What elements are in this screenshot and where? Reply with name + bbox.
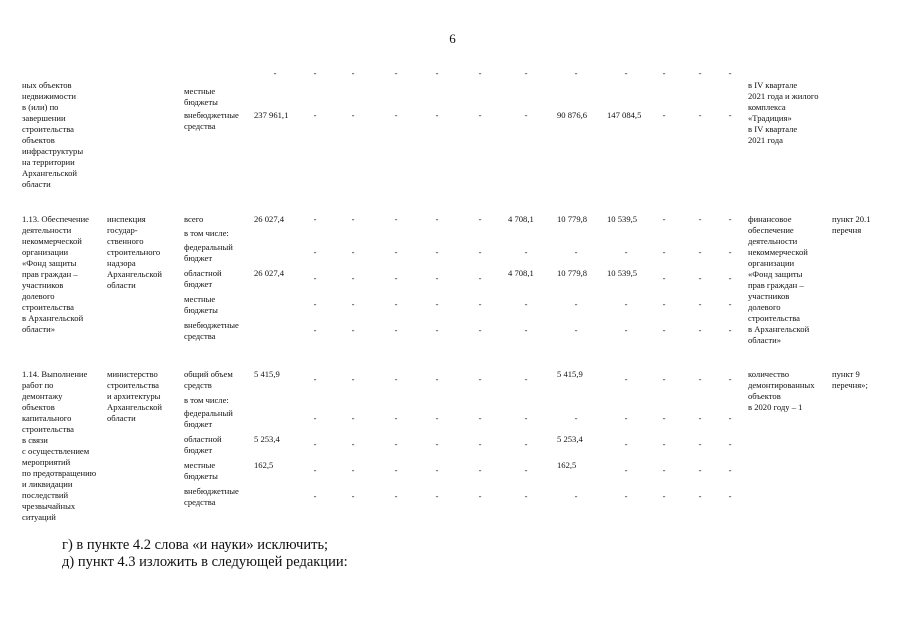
empty-cell-dash: - [478,68,482,78]
empty-cell-dash: - [728,491,732,501]
empty-cell-dash: - [394,374,398,384]
empty-cell-dash: - [728,374,732,384]
funding-source: в том числе: [184,228,229,238]
empty-cell-dash: - [662,465,666,475]
empty-cell-dash: - [728,325,732,335]
empty-cell-dash: - [313,465,317,475]
value-year-2021: 10 779,8 [557,214,588,224]
empty-cell-dash: - [478,247,482,257]
empty-cell-dash: - [435,439,439,449]
empty-cell-dash: - [313,325,317,335]
empty-cell-dash: - [662,68,666,78]
empty-cell-dash: - [728,247,732,257]
empty-cell-dash: - [624,374,628,384]
empty-cell-dash: - [435,413,439,423]
empty-cell-dash: - [524,439,528,449]
empty-cell-dash: - [624,491,628,501]
empty-cell-dash: - [394,68,398,78]
empty-cell-dash: - [524,374,528,384]
empty-cell-dash: - [351,247,355,257]
empty-cell-dash: - [478,374,482,384]
funding-source: внебюджетные средства [184,320,239,341]
value-year-2021: 10 779,8 [557,268,588,278]
empty-cell-dash: - [394,273,398,283]
empty-cell-dash: - [574,413,578,423]
empty-cell-dash: - [662,325,666,335]
funding-source: федеральный бюджет [184,242,233,263]
empty-cell-dash: - [313,413,317,423]
empty-cell-dash: - [435,299,439,309]
empty-cell-dash: - [662,491,666,501]
value-total: 237 961,1 [254,110,289,120]
empty-cell-dash: - [524,247,528,257]
empty-cell-dash: - [313,247,317,257]
empty-cell-dash: - [351,374,355,384]
expected-result: количество демонтированных объектов в 2020 году – 1 [748,369,815,412]
empty-cell-dash: - [662,299,666,309]
measure-description: 1.13. Обеспечение деятельности некоммерческой организации «Фонд защиты прав граждан – участников долевого строительства в Архангельской области» [22,214,89,334]
empty-cell-dash: - [394,299,398,309]
empty-cell-dash: - [435,465,439,475]
value-year-2020: 4 708,1 [508,268,534,278]
indicator-reference: пункт 20.1 перечня [832,214,871,235]
funding-source: общий объем средств [184,369,233,390]
empty-cell-dash: - [662,413,666,423]
value-total: 162,5 [254,460,274,470]
empty-cell-dash: - [394,325,398,335]
empty-cell-dash: - [624,465,628,475]
empty-cell-dash: - [273,68,277,78]
empty-cell-dash: - [394,465,398,475]
empty-cell-dash: - [435,214,439,224]
empty-cell-dash: - [313,68,317,78]
empty-cell-dash: - [435,68,439,78]
paragraph-d: д) пункт 4.3 изложить в следующей редакции: [62,554,348,570]
empty-cell-dash: - [478,465,482,475]
empty-cell-dash: - [662,110,666,120]
empty-cell-dash: - [662,439,666,449]
empty-cell-dash: - [574,68,578,78]
empty-cell-dash: - [728,214,732,224]
value-total: 5 415,9 [254,369,280,379]
empty-cell-dash: - [313,374,317,384]
empty-cell-dash: - [624,68,628,78]
empty-cell-dash: - [394,214,398,224]
indicator-reference: пункт 9 перечня»; [832,369,868,390]
empty-cell-dash: - [624,439,628,449]
funding-source: внебюджетные средства [184,486,239,507]
empty-cell-dash: - [662,214,666,224]
empty-cell-dash: - [524,110,528,120]
empty-cell-dash: - [435,491,439,501]
funding-source: местные бюджеты [184,294,218,315]
value-total: 26 027,4 [254,268,285,278]
value-year-2020: 4 708,1 [508,214,534,224]
empty-cell-dash: - [698,491,702,501]
empty-cell-dash: - [728,413,732,423]
value-year-2022: 10 539,5 [607,268,638,278]
empty-cell-dash: - [624,413,628,423]
measure-description: ных объектов недвижимости в (или) по завершении строительства объектов инфраструктуры на территории Архангельской области [22,80,84,189]
empty-cell-dash: - [698,247,702,257]
empty-cell-dash: - [394,247,398,257]
empty-cell-dash: - [698,299,702,309]
empty-cell-dash: - [698,439,702,449]
empty-cell-dash: - [478,273,482,283]
empty-cell-dash: - [698,68,702,78]
empty-cell-dash: - [394,110,398,120]
funding-source: областной бюджет [184,434,222,455]
empty-cell-dash: - [728,68,732,78]
empty-cell-dash: - [698,273,702,283]
empty-cell-dash: - [435,247,439,257]
empty-cell-dash: - [313,439,317,449]
empty-cell-dash: - [351,299,355,309]
empty-cell-dash: - [478,214,482,224]
empty-cell-dash: - [478,299,482,309]
empty-cell-dash: - [728,273,732,283]
empty-cell-dash: - [728,439,732,449]
empty-cell-dash: - [698,374,702,384]
empty-cell-dash: - [351,110,355,120]
empty-cell-dash: - [351,439,355,449]
empty-cell-dash: - [394,439,398,449]
measure-description: 1.14. Выполнение работ по демонтажу объектов капитального строительства в связи с осуществлением мероприятий по предотвращению и ликвидации последствий чрезвычайных ситуаций [22,369,97,522]
empty-cell-dash: - [351,413,355,423]
value-year-2021: 162,5 [557,460,577,470]
value-year-2021: 5 253,4 [557,434,583,444]
empty-cell-dash: - [478,110,482,120]
empty-cell-dash: - [313,110,317,120]
value-total: 5 253,4 [254,434,280,444]
empty-cell-dash: - [574,325,578,335]
empty-cell-dash: - [478,439,482,449]
empty-cell-dash: - [698,110,702,120]
empty-cell-dash: - [351,68,355,78]
empty-cell-dash: - [728,465,732,475]
empty-cell-dash: - [662,374,666,384]
funding-source: в том числе: [184,395,229,405]
empty-cell-dash: - [624,247,628,257]
empty-cell-dash: - [524,299,528,309]
empty-cell-dash: - [351,491,355,501]
empty-cell-dash: - [313,273,317,283]
empty-cell-dash: - [624,299,628,309]
funding-source: всего [184,214,204,224]
funding-source: внебюджетные средства [184,110,239,131]
value-year-2022: 147 084,5 [607,110,642,120]
value-year-2021: 5 415,9 [557,369,583,379]
page-number: 6 [449,31,456,46]
empty-cell-dash: - [728,110,732,120]
value-year-2022: 10 539,5 [607,214,638,224]
empty-cell-dash: - [435,374,439,384]
value-total: 26 027,4 [254,214,285,224]
empty-cell-dash: - [351,325,355,335]
value-year-2021: 90 876,6 [557,110,588,120]
empty-cell-dash: - [313,299,317,309]
empty-cell-dash: - [574,491,578,501]
empty-cell-dash: - [313,491,317,501]
empty-cell-dash: - [313,214,317,224]
empty-cell-dash: - [698,413,702,423]
empty-cell-dash: - [524,68,528,78]
funding-source: местные бюджеты [184,86,218,107]
empty-cell-dash: - [662,247,666,257]
empty-cell-dash: - [662,273,666,283]
empty-cell-dash: - [478,413,482,423]
empty-cell-dash: - [394,491,398,501]
empty-cell-dash: - [698,325,702,335]
empty-cell-dash: - [435,110,439,120]
empty-cell-dash: - [435,325,439,335]
funding-source: федеральный бюджет [184,408,233,429]
empty-cell-dash: - [728,299,732,309]
empty-cell-dash: - [351,214,355,224]
empty-cell-dash: - [574,247,578,257]
expected-result: финансовое обеспечение деятельности некоммерческой организации «Фонд защиты прав граждан – участников долевого строительства в Архангельской области» [748,214,810,345]
empty-cell-dash: - [524,325,528,335]
responsible-executor: инспекция государ- ственного строительного надзора Архангельской области [107,214,162,290]
empty-cell-dash: - [478,491,482,501]
empty-cell-dash: - [351,465,355,475]
empty-cell-dash: - [351,273,355,283]
empty-cell-dash: - [698,214,702,224]
empty-cell-dash: - [624,325,628,335]
empty-cell-dash: - [524,465,528,475]
expected-result: в IV квартале 2021 года и жилого комплекса «Традиция» в IV квартале 2021 года [748,80,819,145]
empty-cell-dash: - [524,491,528,501]
responsible-executor: министерство строительства и архитектуры Архангельской области [107,369,162,423]
empty-cell-dash: - [435,273,439,283]
empty-cell-dash: - [574,299,578,309]
funding-source: местные бюджеты [184,460,218,481]
empty-cell-dash: - [524,413,528,423]
empty-cell-dash: - [394,413,398,423]
empty-cell-dash: - [478,325,482,335]
funding-source: областной бюджет [184,268,222,289]
paragraph-g: г) в пункте 4.2 слова «и науки» исключить; [62,537,329,553]
empty-cell-dash: - [698,465,702,475]
